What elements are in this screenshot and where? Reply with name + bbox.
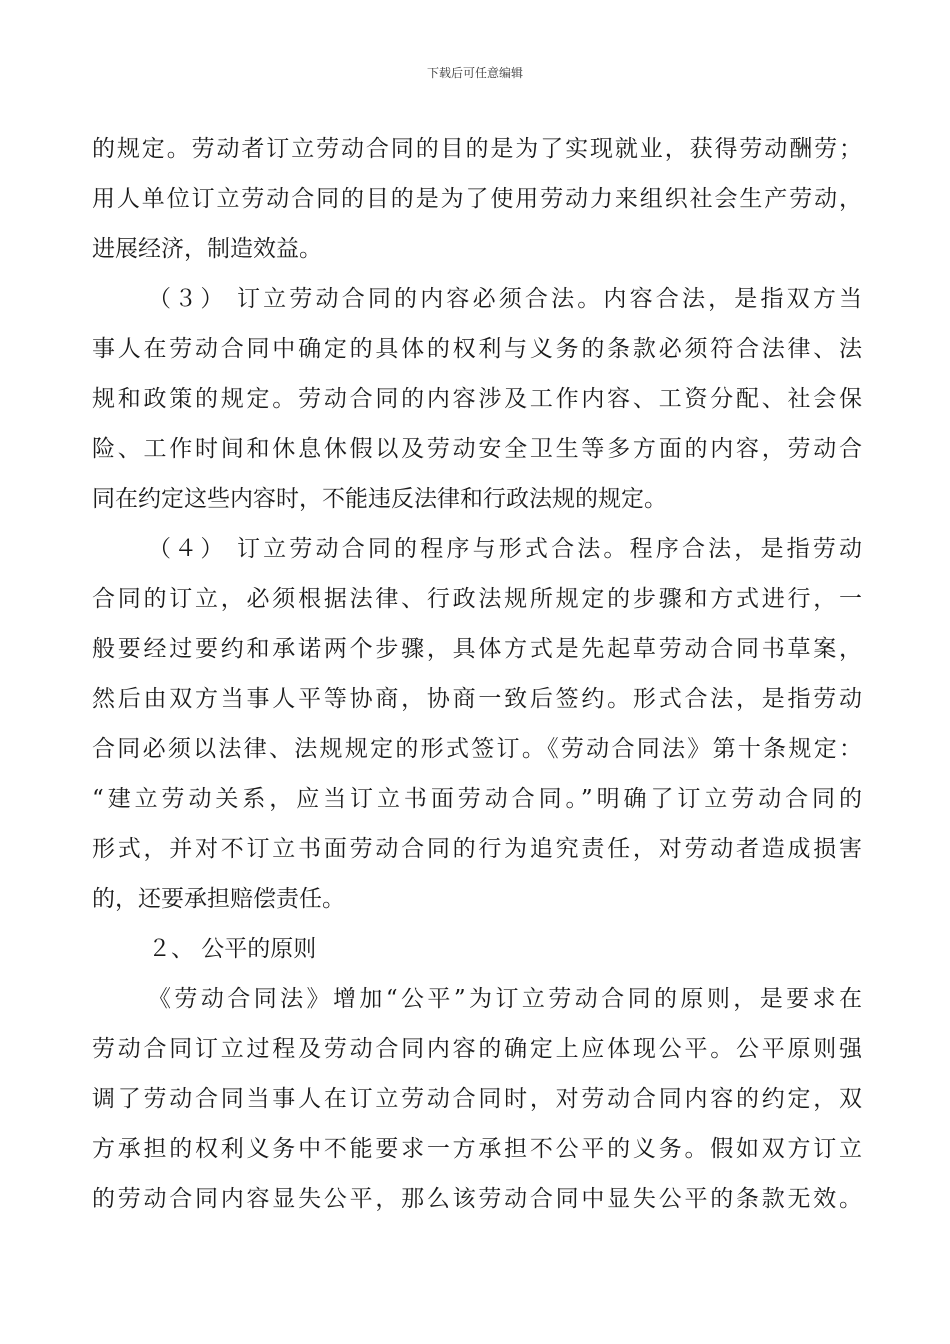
text-line: 调了劳动合同当事人在订立劳动合同时，对劳动合同内容的约定，双 [92,1086,862,1112]
document-body [92,124,862,1224]
page-header: 下载后可任意编辑 [426,66,523,80]
text-line: 的规定。劳动者订立劳动合同的目的是为了实现就业，获得劳动酬劳； [92,136,862,162]
text-line: 般要经过要约和承诺两个步骤，具体方式是先起草劳动合同书草案， [92,636,862,662]
text-line: 同在约定这些内容时，不能违反法律和行政法规的规定。 [92,486,667,512]
text-line: 劳动合同订立过程及劳动合同内容的确定上应体现公平。公平原则强 [92,1036,862,1062]
section-heading: ２、 公平的原则 [148,936,317,962]
text-line: 合同必须以法律、法规规定的形式签订。《劳动合同法》第十条规定： [92,736,862,762]
text-line: 规和政策的规定。劳动合同的内容涉及工作内容、工资分配、社会保 [92,386,862,412]
text-line: 事人在劳动合同中确定的具体的权利与义务的条款必须符合法律、法 [92,336,862,362]
text-line: 的劳动合同内容显失公平，那么该劳动合同中显失公平的条款无效。 [92,1186,862,1212]
text-line: 进展经济，制造效益。 [92,236,322,262]
text-line: 合同的订立，必须根据法律、行政法规所规定的步骤和方式进行，一 [92,586,862,612]
text-line: 险、工作时间和休息休假以及劳动安全卫生等多方面的内容，劳动合 [92,436,862,462]
text-line: 的，还要承担赔偿责任。 [92,886,345,912]
text-line: 方承担的权利义务中不能要求一方承担不公平的义务。假如双方订立 [92,1136,862,1162]
text-line: 形式，并对不订立书面劳动合同的行为追究责任，对劳动者造成损害 [92,836,862,862]
paragraph-start-line: （３） 订立劳动合同的内容必须合法。内容合法，是指双方当 [148,286,862,312]
paragraph-start-line: （４） 订立劳动合同的程序与形式合法。程序合法，是指劳动 [148,536,862,562]
paragraph-start-line: 《劳动合同法》增加“公平”为订立劳动合同的原则，是要求在 [148,986,862,1012]
text-line: 用人单位订立劳动合同的目的是为了使用劳动力来组织社会生产劳动， [92,186,862,212]
text-line: “建立劳动关系，应当订立书面劳动合同。”明确了订立劳动合同的 [92,786,862,812]
text-line: 然后由双方当事人平等协商，协商一致后签约。形式合法，是指劳动 [92,686,862,712]
